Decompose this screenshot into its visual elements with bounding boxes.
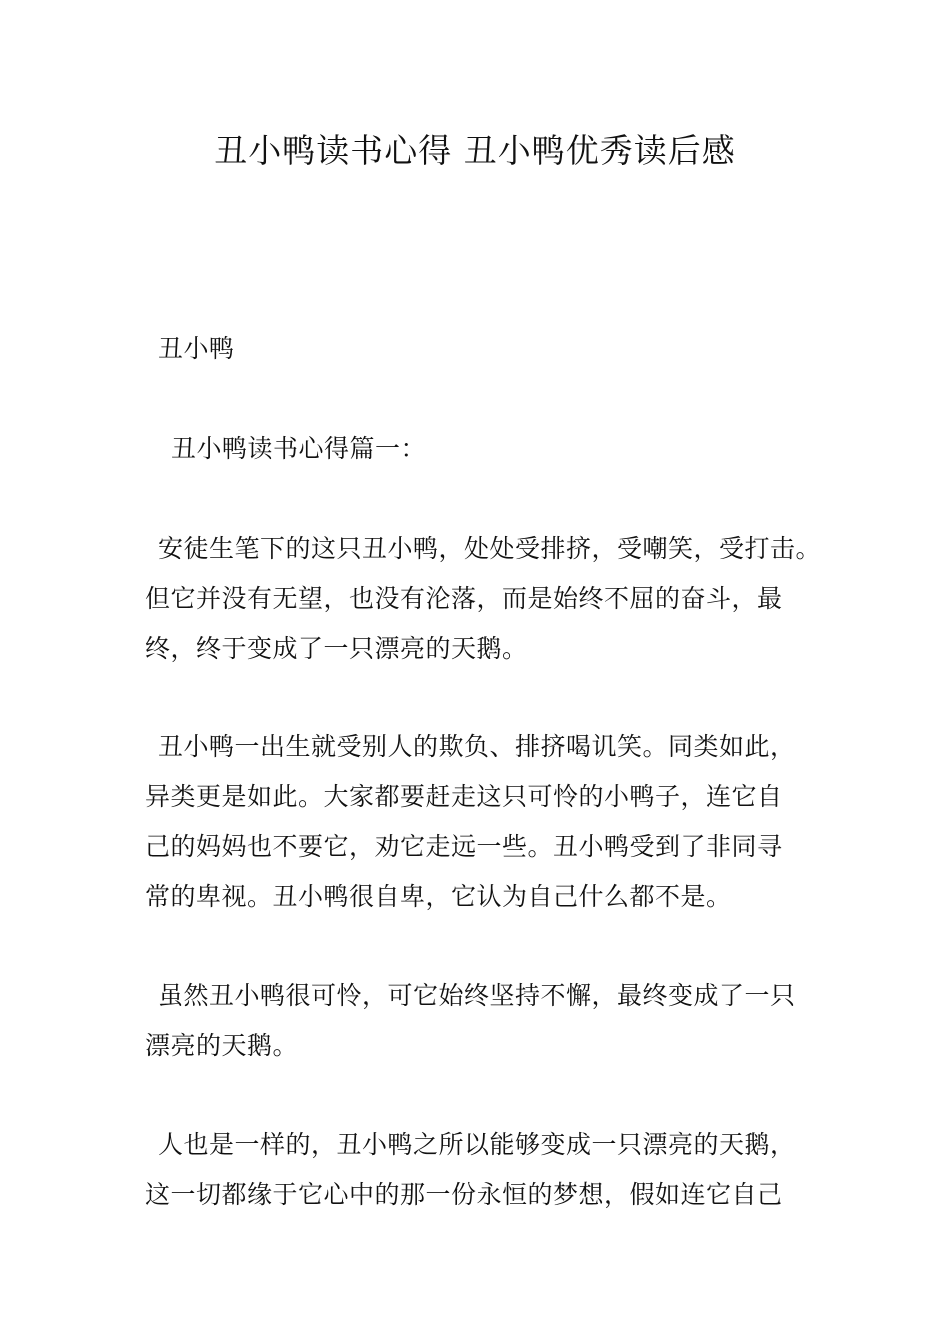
paragraph-line: 虽然丑小鸭很可怜，可它始终坚持不懈，最终变成了一只 bbox=[158, 981, 796, 1010]
section-heading: 丑小鸭读书心得篇一： bbox=[171, 434, 427, 463]
paragraph-line: 人也是一样的，丑小鸭之所以能够变成一只漂亮的天鹅， bbox=[158, 1130, 796, 1159]
paragraph-2 bbox=[145, 722, 820, 922]
paragraph-line: 但它并没有无望，也没有沦落，而是始终不屈的奋斗，最 bbox=[145, 584, 783, 613]
paragraph-line: 漂亮的天鹅。 bbox=[145, 1031, 299, 1060]
paragraph-line: 异类更是如此。大家都要赶走这只可怜的小鸭子，连它自 bbox=[145, 782, 783, 811]
paragraph-3 bbox=[145, 971, 820, 1071]
paragraph-line: 丑小鸭一出生就受别人的欺负、排挤喝讥笑。同类如此， bbox=[158, 732, 796, 761]
subject-heading: 丑小鸭 bbox=[158, 334, 235, 363]
paragraph-1 bbox=[145, 524, 820, 674]
subject-heading-block bbox=[145, 324, 820, 374]
section-heading-block bbox=[145, 424, 820, 474]
paragraph-4 bbox=[145, 1120, 820, 1220]
paragraph-line: 安徒生笔下的这只丑小鸭，处处受排挤，受嘲笑，受打击。 bbox=[158, 534, 822, 563]
paragraph-line: 己的妈妈也不要它，劝它走远一些。丑小鸭受到了非同寻 bbox=[145, 832, 783, 861]
paragraph-line: 常的卑视。丑小鸭很自卑，它认为自己什么都不是。 bbox=[145, 882, 732, 911]
paragraph-line: 终，终于变成了一只漂亮的天鹅。 bbox=[145, 634, 528, 663]
paragraph-line: 这一切都缘于它心中的那一份永恒的梦想，假如连它自己 bbox=[145, 1180, 783, 1209]
document-title: 丑小鸭读书心得 丑小鸭优秀读后感 bbox=[214, 131, 736, 170]
